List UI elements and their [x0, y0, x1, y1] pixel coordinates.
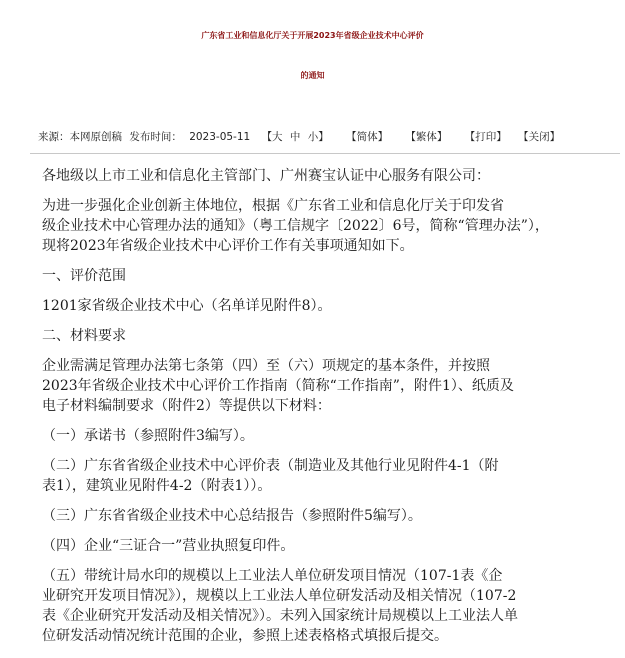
item-5-line: 业研究开发项目情况》），规模以上工业法人单位研发活动及相关情况（107-2	[42, 588, 517, 604]
item-5-line: （五）带统计局水印的规模以上工业法人单位研发项目情况（107-1表《企	[42, 568, 503, 584]
print-link[interactable]: 【打印】	[464, 131, 507, 143]
item-2-line: 表1），建筑业见附件4-2（附表1））。	[42, 478, 272, 494]
section-2-heading: 二、材料要求	[42, 328, 126, 344]
article-meta-bar	[38, 129, 564, 144]
publish-date: 2023-05-11	[189, 131, 251, 143]
item-5-line: 位研发活动情况统计范围的企业，参照上述表格格式填报后提交。	[42, 628, 448, 644]
publish-date-label: 发布时间：	[129, 131, 182, 143]
source-label: 来源：本网原创稿	[38, 131, 122, 143]
font-size-large-link[interactable]: 【大	[261, 131, 283, 143]
meta-divider	[30, 153, 620, 154]
section-2-intro-line: 电子材料编制要求（附件2）等提供以下材料：	[42, 398, 331, 414]
item-2-line: （二）广东省省级企业技术中心评价表（制造业及其他行业见附件4-1（附	[42, 458, 499, 474]
section-2-intro-line: 企业需满足管理办法第七条第（四）至（六）项规定的基本条件，并按照	[42, 358, 490, 374]
section-1-text: 1201家省级企业技术中心（名单详见附件8）。	[42, 298, 332, 314]
item-1: （一）承诺书（参照附件3编写）。	[42, 428, 254, 444]
item-4: （四）企业“三证合一”营业执照复印件。	[42, 538, 295, 554]
intro-line: 级企业技术中心管理办法的通知》（粤工信规字〔2022〕6号，简称“管理办法”），	[42, 218, 549, 234]
item-5-line: 表《企业研究开发活动及相关情况》）。未列入国家统计局规模以上工业法人单	[42, 608, 518, 624]
addressee: 各地级以上市工业和信息化主管部门、广州赛宝认证中心服务有限公司：	[42, 168, 490, 184]
font-size-small-link[interactable]: 小】	[307, 131, 329, 143]
item-3: （三）广东省省级企业技术中心总结报告（参照附件5编写）。	[42, 508, 422, 524]
intro-line: 为进一步强化企业创新主体地位，根据《广东省工业和信息化厅关于印发省	[42, 198, 504, 214]
section-1-heading: 一、评价范围	[42, 268, 126, 284]
simplified-chinese-link[interactable]: 【简体】	[346, 131, 389, 143]
article-title-line-2: 的通知	[300, 71, 325, 80]
section-2-intro-line: 2023年省级企业技术中心评价工作指南（简称“工作指南”，附件1）、纸质及	[42, 378, 514, 394]
intro-line: 现将2023年省级企业技术中心评价工作有关事项通知如下。	[42, 238, 414, 254]
traditional-chinese-link[interactable]: 【繁体】	[405, 131, 448, 143]
close-link[interactable]: 【关闭】	[518, 131, 561, 143]
font-size-medium-link[interactable]: 中	[289, 131, 301, 143]
article-title-line-1: 广东省工业和信息化厅关于开展2023年省级企业技术中心评价	[201, 31, 424, 40]
